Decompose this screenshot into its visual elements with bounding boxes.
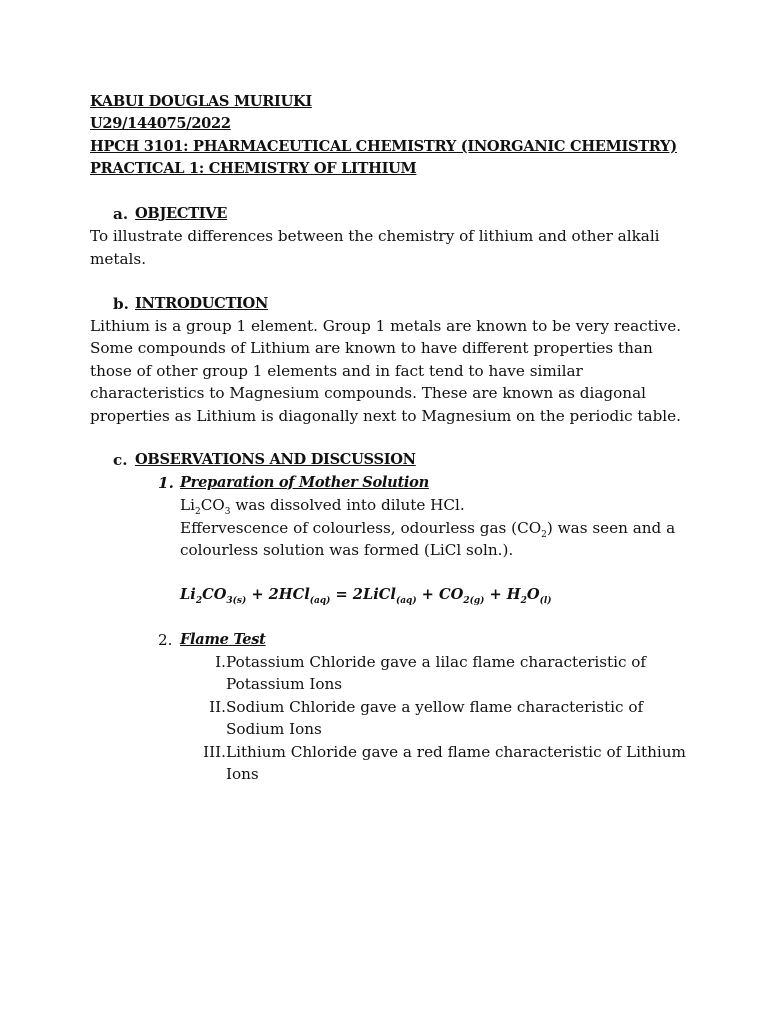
objective-text: To illustrate differences between the chemistry of lithium and other alkali metals. (90, 227, 660, 268)
section-marker: b. (113, 294, 129, 313)
course-title: HPCH 3101: PHARMACEUTICAL CHEMISTRY (INORGANIC CHEMISTRY) (90, 137, 677, 155)
flame-result (90, 741, 690, 786)
roman-numeral: III. (203, 742, 226, 761)
roman-numeral: II. (209, 697, 226, 716)
observation-line: colourless solution was formed (LiCl soln.). (180, 541, 514, 560)
observation-line: $Li_2CO_3$ was dissolved into dilute HCl. (180, 496, 465, 518)
document-body (90, 91, 690, 786)
observation-line: Effervescence of colourless, odourless gas $(CO_2)$ was seen and a (180, 518, 676, 540)
item-title: Flame Test (180, 630, 266, 648)
practical-title: PRACTICAL 1: CHEMISTRY OF LITHIUM (90, 160, 417, 178)
section-marker: c. (113, 451, 128, 470)
section-marker: a. (113, 205, 129, 224)
section-title: OBSERVATIONS AND DISCUSSION (135, 451, 416, 469)
item-title: Preparation of Mother Solution (180, 473, 429, 491)
chemical-equation: $Li_2CO_{3(s)} + 2HCl_{(aq)}$ = 2LiCl$_{(aq)}$ + $CO_{2(g)} + H_2O_{(l)}$ (180, 585, 552, 606)
section-introduction-heading (90, 293, 690, 315)
section-observations-heading (90, 449, 690, 471)
flame-result-text: Potassium Chloride gave a lilac flame characteristic of Potassium Ions (226, 653, 647, 694)
registration-number: U29/144075/2022 (90, 115, 231, 133)
item-marker: 1. (158, 473, 174, 492)
flame-result (90, 651, 690, 696)
section-objective-heading (90, 203, 690, 225)
section-title: INTRODUCTION (135, 294, 269, 312)
student-name: KABUI DOUGLAS MURIUKI (90, 93, 312, 110)
flame-result-text: Lithium Chloride gave a red flame characteristic of Lithium Ions (226, 742, 686, 784)
flame-result-text: Sodium Chloride gave a yellow flame characteristic of Sodium Ions (226, 697, 644, 739)
observation-item-heading (90, 472, 690, 494)
introduction-text: Lithium is a group 1 element. Group 1 metals are known to be very reactive. Some compounds of Lithium are known to have different properties than those of other group 1 elements and in fact tend to have similar characteristics to Magnesium compounds. These are known as diagonal properties as Lithium is diagonally next to Magnesium on the periodic table. (90, 317, 682, 425)
observation-item-heading (90, 629, 690, 651)
item-marker: 2. (158, 630, 173, 649)
section-title: OBJECTIVE (135, 205, 228, 223)
flame-result (90, 696, 690, 741)
roman-numeral: I. (215, 653, 226, 672)
